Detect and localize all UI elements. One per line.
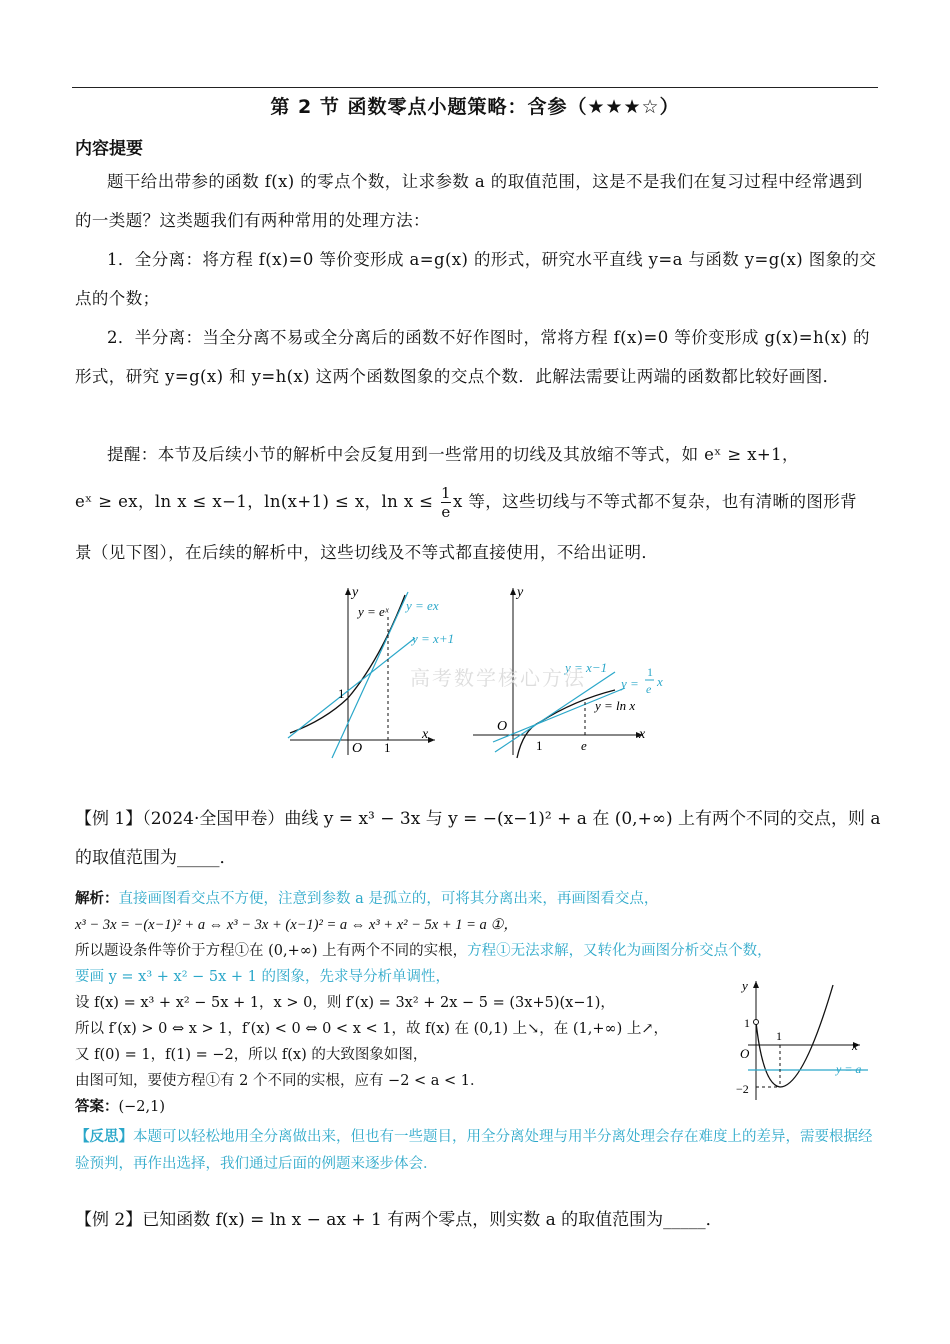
solution-l3-blue: 方程①无法求解，又转化为画图分析交点个数， <box>467 943 772 959</box>
solution-block <box>75 886 772 1120</box>
fig3-origin: O <box>740 1046 750 1061</box>
solution-l8: 由图可知，要使方程①有 2 个不同的实根，应有 −2 < a < 1． <box>75 1073 485 1089</box>
fig2-y-label: y <box>517 585 524 600</box>
frac-num: 1 <box>441 484 451 502</box>
intro-p4c-text: 景（见下图），在后续的解析中，这些切线及不等式都直接使用，不给出证明． <box>75 543 659 562</box>
fig2-tangent2-label: y = <box>621 676 639 691</box>
solution-label: 解析： <box>75 891 119 907</box>
fig2-tangent2-num: 1 <box>647 665 653 679</box>
solution-l1: 直接画图看交点不方便，注意到参数 a 是孤立的，可将其分离出来，再画图看交点， <box>118 891 659 907</box>
fig2-origin: O <box>497 719 508 734</box>
tangent-x-plus-1 <box>288 638 415 738</box>
intro-p3-text: 2．半分离：当全分离不易或全分离后的函数不好作图时，常将方程 f(x)=0 等价变形成 g(x)=h(x) 的形式，研究 y=g(x) 和 y=h(x) 这两个函数图象的交点个数．此解法需要让两端的函数都比较好画图． <box>75 328 870 386</box>
intro-paragraph-2 <box>75 240 879 318</box>
intro-paragraph-1 <box>75 162 879 240</box>
intro-paragraph-3 <box>75 318 879 396</box>
fig2-tick-1: 1 <box>536 738 543 753</box>
intro-p4b-tail: x 等，这些切线与不等式都不复杂，也有清晰的图形背 <box>453 492 858 511</box>
solution-l5: 设 f(x) = x³ + x² − 5x + 1，x > 0，则 f′(x) = 3x² + 2x − 5 = (3x+5)(x−1)， <box>75 995 615 1011</box>
fig1-curve-label: y = eˣ <box>358 604 389 619</box>
reflection-text: 本题可以轻松地用全分离做出来，但也有一些题目，用全分离处理与用半分离处理会存在难度上的差异，需要根据经验预判，再作出选择，我们通过后面的例题来逐步体会． <box>75 1129 873 1172</box>
fig2-tangent2-den: e <box>646 682 652 696</box>
top-rule <box>72 87 878 88</box>
intro-paragraph-4b <box>75 482 879 521</box>
solution-l7: 又 f(0) = 1，f(1) = −2，所以 f(x) 的大致图象如图， <box>75 1047 428 1063</box>
fig1-tangent1-label: y = ex <box>406 598 439 613</box>
example-1-line-a: 【例 1】（2024·全国甲卷）曲线 y = x³ − 3x 与 y = −(x−1)² + a 在 (0,+∞) 上有两个不同的交点，则 a <box>75 809 881 829</box>
cubic-curve <box>756 985 833 1087</box>
fig3-line-label: y = a <box>836 1062 862 1076</box>
fig1-x-label: x <box>422 727 429 742</box>
intro-p4b-text: eˣ ≥ ex，ln x ≤ x−1，ln(x+1) ≤ x，ln x ≤ <box>75 492 440 511</box>
watermark: 高考数学核心方法 <box>410 666 586 690</box>
solution-l4: 要画 y = x³ + x² − 5x + 1 的图象，先求导分析单调性， <box>75 969 450 985</box>
example-2: 【例 2】已知函数 f(x) = ln x − ax + 1 有两个零点，则实数 a 的取值范围为_____． <box>75 1210 723 1230</box>
fig3-tick-neg2: −2 <box>736 1082 749 1096</box>
fig2-x-label: x <box>639 727 646 742</box>
section-heading: 内容提要 <box>75 139 143 159</box>
fig3-tick-y1: 1 <box>744 1016 750 1030</box>
solution-l3-black: 所以题设条件等价于方程①在 (0,+∞) 上有两个不同的实根， <box>75 943 468 959</box>
page-title: 第 2 节 函数零点小题策略：含参（★★★☆） <box>270 96 680 118</box>
fig1-tick-1: 1 <box>384 740 391 755</box>
fig2-tangent1-label: y = x−1 <box>565 660 608 675</box>
figure-solution-cubic <box>728 975 878 1105</box>
fig1-tangent2-label: y = x+1 <box>412 631 455 646</box>
intro-p4a-text: 提醒：本节及后续小节的解析中会反复用到一些常用的切线及其放缩不等式，如 eˣ ≥ x+1， <box>107 445 799 464</box>
answer-value: (−2,1) <box>118 1099 166 1115</box>
fig1-tick-y1: 1 <box>338 686 345 701</box>
frac-den: e <box>441 503 451 521</box>
solution-l6: 所以 f′(x) > 0 ⇔ x > 1，f′(x) < 0 ⇔ 0 < x < 1，故 f(x) 在 (0,1) 上↘，在 (1,+∞) 上↗， <box>75 1021 669 1037</box>
fig3-tick-x1: 1 <box>776 1029 782 1043</box>
fig2-curve-label: y = ln x <box>595 698 636 713</box>
fig1-origin: O <box>352 741 363 756</box>
intro-paragraph-4a <box>75 435 879 474</box>
solution-l2: x³ − 3x = −(x−1)² + a ⇔ x³ − 3x + (x−1)² = a ⇔ x³ + x² − 5x + 1 = a ①， <box>75 917 518 933</box>
fig3-x-label: x <box>852 1038 858 1053</box>
fig2-tangent2-tail: x <box>657 674 663 689</box>
reflection-label: 【反思】 <box>75 1129 133 1145</box>
frac-1-over-e <box>441 484 451 521</box>
fig1-y-label: y <box>352 585 359 600</box>
fig2-tick-e: e <box>581 738 587 753</box>
fig3-y-label: y <box>742 978 748 993</box>
answer-label: 答案： <box>75 1099 119 1115</box>
example-1-line-b: 的取值范围为_____． <box>75 848 237 868</box>
intro-p2-text: 1．全分离：将方程 f(x)=0 等价变形成 a=g(x) 的形式，研究水平直线 y=a 与函数 y=g(x) 图象的交点的个数； <box>75 250 877 308</box>
example-1 <box>75 800 885 878</box>
intro-p1-text: 题干给出带参的函数 f(x) 的零点个数，让求参数 a 的取值范围，这是不是我们在复习过程中经常遇到的一类题？这类题我们有两种常用的处理方法： <box>75 172 863 230</box>
reflection <box>75 1124 885 1178</box>
intro-paragraph-4c <box>75 533 879 572</box>
